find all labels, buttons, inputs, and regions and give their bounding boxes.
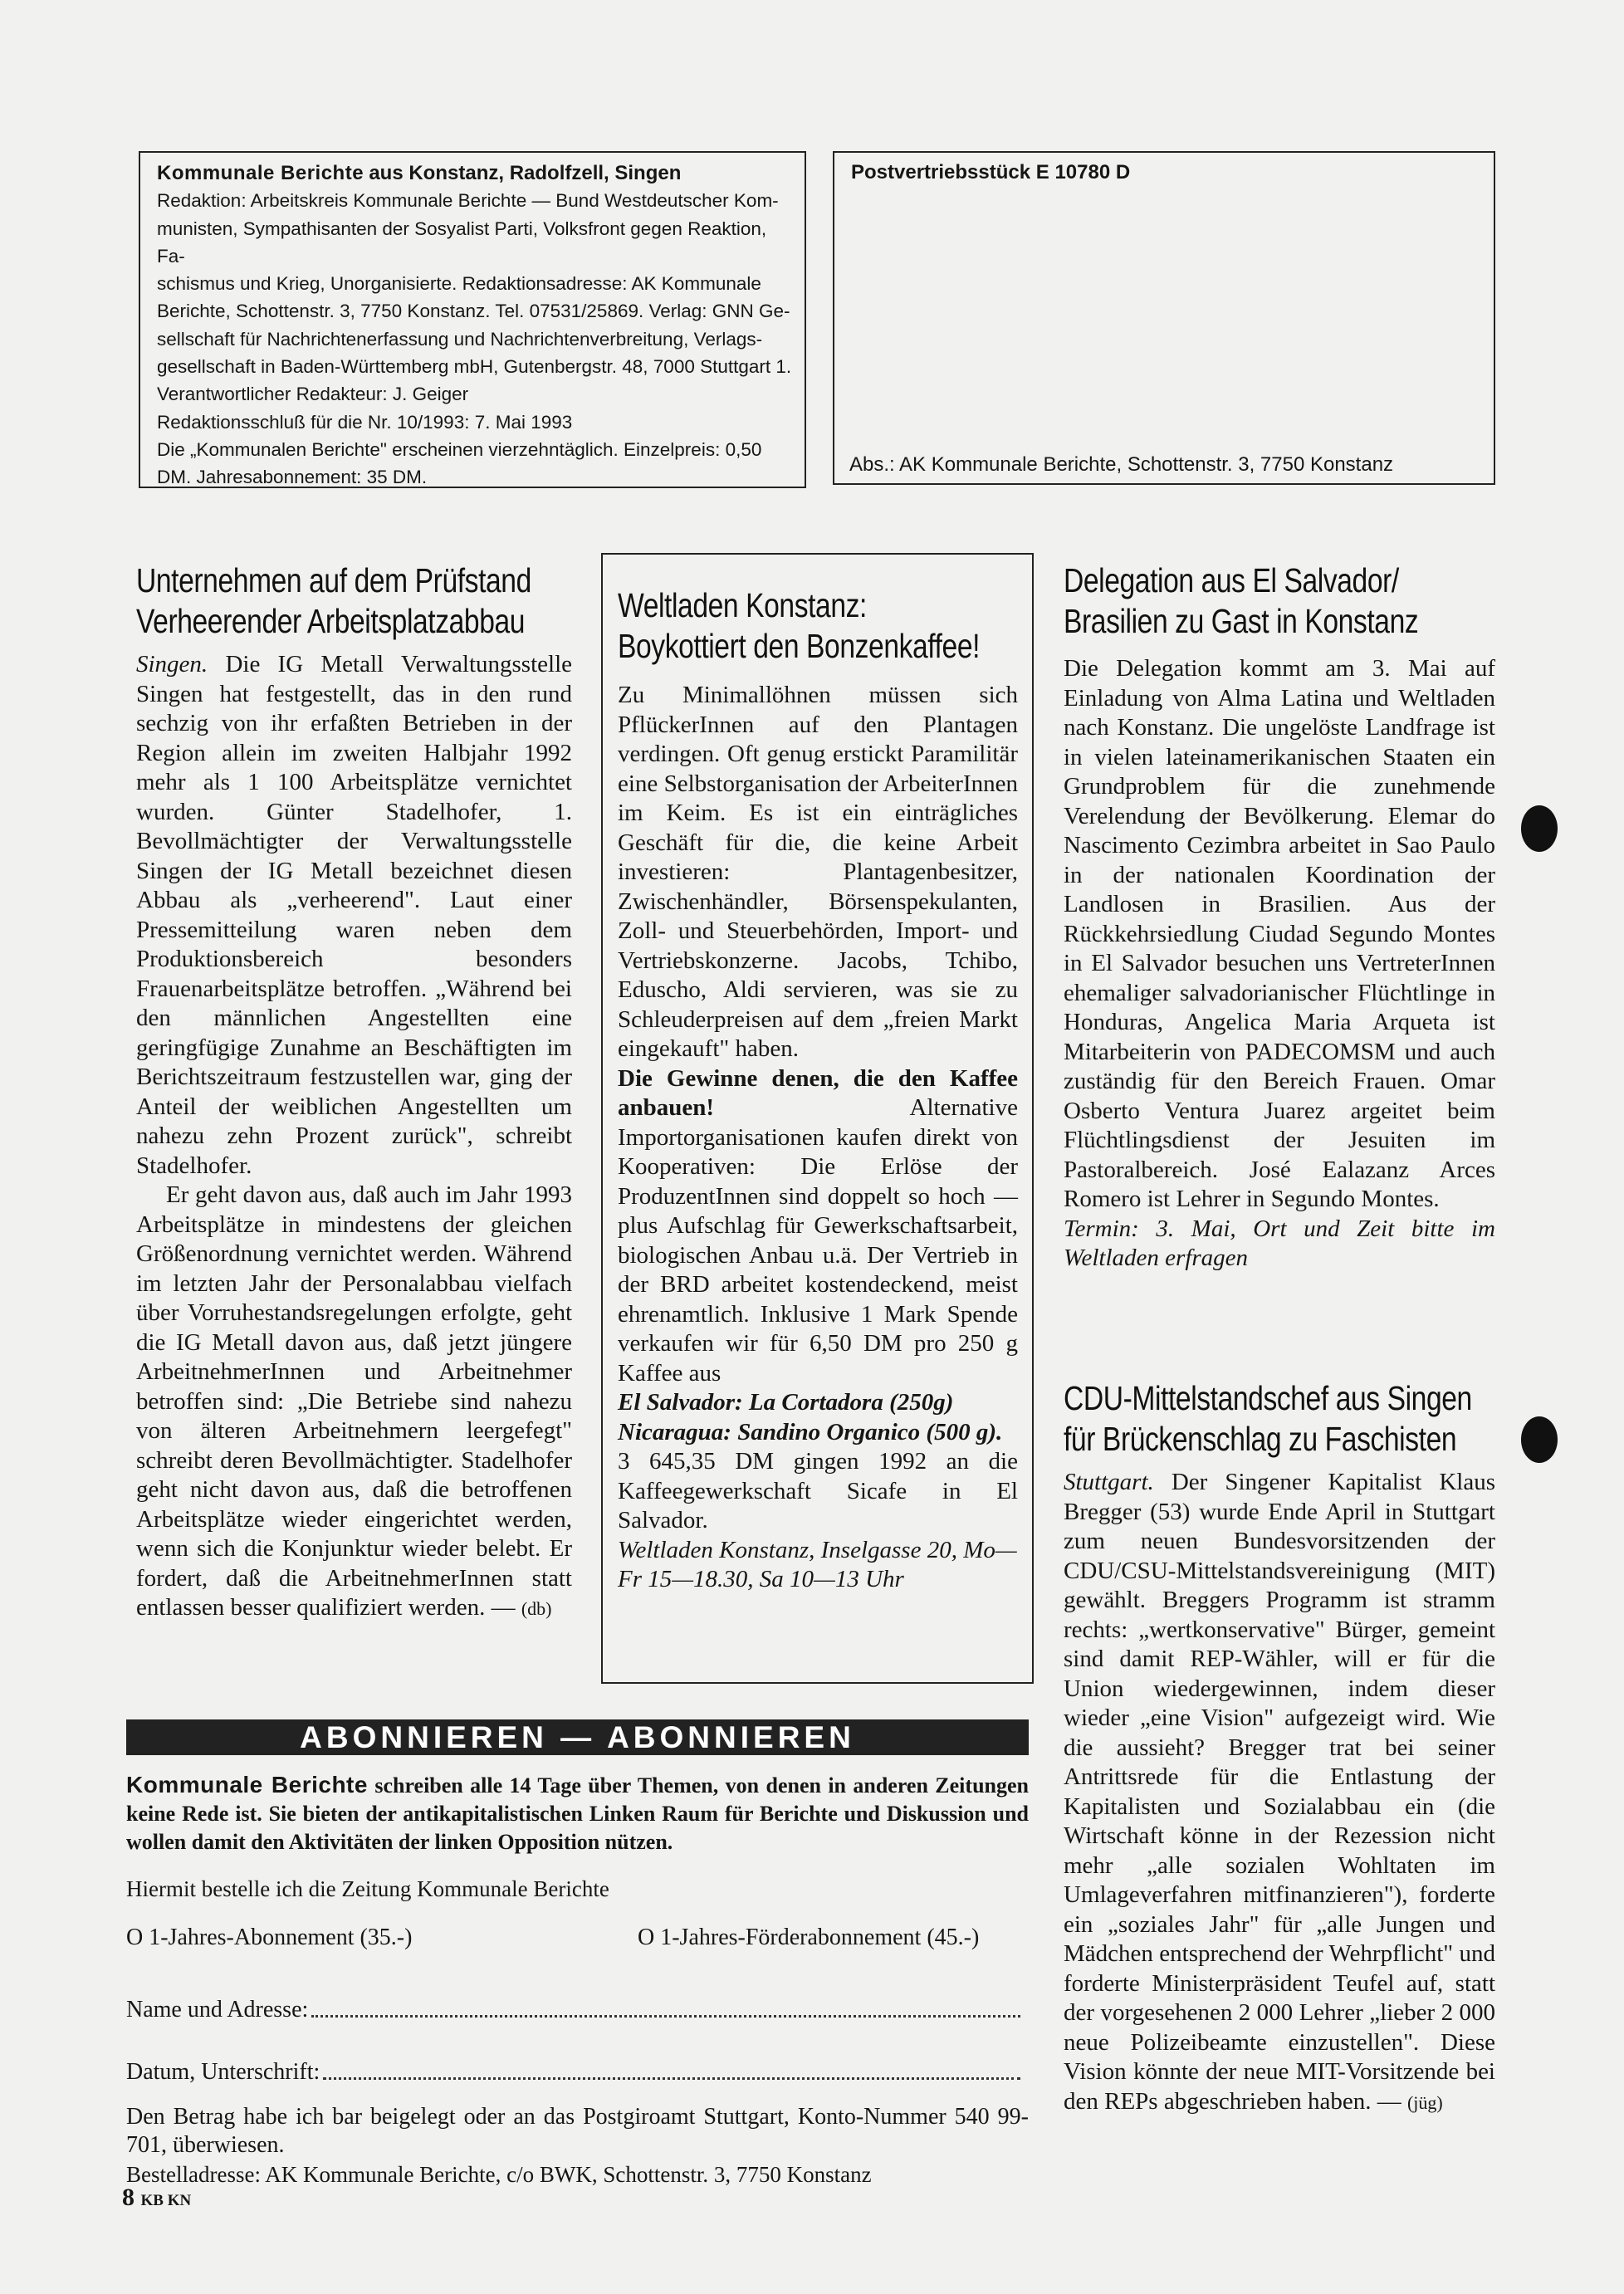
author-signature: (db): [521, 1598, 552, 1619]
dateline: Stuttgart.: [1064, 1469, 1154, 1495]
brand-name: Kommunale Berichte: [126, 1772, 368, 1798]
shop-address: Weltladen Konstanz, Inselgasse 20, Mo—Fr 15—18.30, Sa 10—13 Uhr: [618, 1536, 1017, 1592]
article-paragraph: [136, 650, 572, 1181]
page-footer: [122, 2184, 191, 2212]
dateline: Singen.: [136, 651, 208, 677]
article-subheadline: Verheerender Arbeitsplatzabbau: [136, 602, 526, 640]
subscribe-banner: ABONNIEREN — ABONNIEREN: [126, 1719, 1029, 1755]
masthead-box: [139, 151, 806, 488]
article-cdu: [1064, 1378, 1495, 2117]
date-label: Datum, Unterschrift:: [126, 2059, 320, 2085]
imprint-line: gesellschaft in Baden-Württemberg mbH, Gutenbergstr. 48, 7000 Stuttgart 1.: [157, 356, 792, 378]
imprint-line: schismus und Krieg, Unorganisierte. Redaktionsadresse: AK Kommunale: [157, 273, 761, 295]
article-text: Alternative Importorganisationen kaufen direkt von Kooperativen: Die Erlöse der ProduzentInnen sind doppelt so hoch — plus Aufschlag für Gewerkschaftsarbeit, biologischen Anbau u.ä. Der Vertrieb in der BRD arbeitet kostendeckend, meist ehrenamtlich. Inklusive 1 Mark Spende verkaufen wir für 6,50 DM pro 250 g Kaffee aus: [618, 1094, 1018, 1387]
subscribe-text: schreiben alle 14 Tage über Themen, von denen in anderen Zeitungen keine Rede ist. Sie bieten der antikapitalistischen Linken Raum für Berichte und Diskussion und wollen damit den Aktivitäten der linken Opposition nützen.: [126, 1773, 1029, 1854]
article-text: 3 645,35 DM gingen 1992 an die Kaffeegewerkschaft Sicafe in El Salvador.: [618, 1448, 1018, 1533]
article-subheadline: für Brückenschlag zu Faschisten: [1064, 1420, 1457, 1458]
article-headline: Delegation aus El Salvador/: [1064, 561, 1399, 599]
option-supporter[interactable]: O 1-Jahres-Förderabonnement (45.-): [638, 1925, 980, 1950]
imprint-line: Verantwortlicher Redakteur: J. Geiger: [157, 384, 469, 405]
article-paragraph: [136, 1181, 572, 1624]
article-weltladen: [618, 585, 1018, 1595]
article-text: Die Delegation kommt am 3. Mai auf Einladung von Alma Latina und Weltladen nach Konstanz. Die ungelöste Landfrage ist in vielen lateinamerikanischen Staaten ein Grundproblem für die zunehmende Verelendung der Bevölkerung. Elemar do Nascimento Cezimbra arbeitet in Sao Paulo in der nationalen Koordination der Landlosen in Brasilien. Aus der Rückkehrsiedlung Ciudad Segundo Montes in El Salvador besuchen uns VertreterInnen ehemaliger salvadorianischer Flüchtlinge in Honduras, Angelica Maria Arqueta ist Mitarbeiterin von PADECOMSM und auch zuständig für den Bereich Frauen. Omar Osberto Ventura Juarez argeitet beim Flüchtlingsdienst der Jesuiten im Pastoralbereich. José Ealazanz Arces Romero ist Lehrer in Segundo Montes.: [1064, 655, 1495, 1212]
coffee-item: El Salvador: La Cortadora (250g): [618, 1389, 954, 1416]
name-label: Name und Adresse:: [126, 1997, 309, 2023]
article-paragraph: [1064, 1468, 1495, 2117]
article-subheadline: Brasilien zu Gast in Konstanz: [1064, 602, 1419, 640]
article-unternehmen: [136, 560, 572, 1624]
imprint-line: Redaktion: Arbeitskreis Kommunale Berichte — Bund Westdeutscher Kom-: [157, 190, 779, 212]
imprint-line: Berichte, Schottenstr. 3, 7750 Konstanz. Tel. 07531/25869. Verlag: GNN Ge-: [157, 301, 790, 322]
masthead-title: [157, 159, 792, 187]
imprint-line: sellschaft für Nachrichtenerfassung und Nachrichtenverbreitung, Verlags-: [157, 328, 763, 350]
brand-name: Kommunale Berichte: [157, 162, 364, 184]
order-address: Bestelladresse: AK Kommunale Berichte, c/o BWK, Schottenstr. 3, 7750 Konstanz: [126, 2162, 872, 2187]
masthead-imprint: [157, 187, 792, 491]
article-delegation: [1064, 560, 1495, 1274]
imprint-line: Redaktionsschluß für die Nr. 10/1993: 7. Mai 1993: [157, 411, 573, 433]
article-text: Die IG Metall Verwaltungsstelle Singen hat festgestellt, das in den rund sechzig von ihr erfaßten Betrieben in der Region allein im zweiten Halbjahr 1992 mehr als 1 100 Arbeitsplätze vernichtet wurden. Günter Stadelhofer, 1. Bevollmächtigter der Verwaltungsstelle Singen der IG Metall bezeichnet diesen Abbau als „verheerend". Laut einer Pressemitteilung waren neben dem Produktionsbereich besonders Frauenarbeitsplätze betroffen. „Während bei den männlichen Angestellten eine geringfügige Zunahme an Beschäftigten im Berichtszeitraum festzustellen war, ging der Anteil der weiblichen Angestellten um nahezu zehn Prozent zurück", schreibt Stadelhofer.: [136, 651, 572, 1179]
sender-address: Abs.: AK Kommunale Berichte, Schottenstr. 3, 7750 Konstanz: [849, 453, 1394, 476]
article-subheadline: Boykottiert den Bonzenkaffee!: [618, 627, 981, 665]
article-headline: CDU-Mittelstandschef aus Singen: [1064, 1379, 1472, 1417]
imprint-line: munisten, Sympathisanten der Sosyalist Parti, Volksfront gegen Reaktion, Fa-: [157, 218, 767, 267]
imprint-line: DM. Jahresabonnement: 35 DM.: [157, 467, 428, 488]
event-termin: Termin: 3. Mai, Ort und Zeit bitte im Weltladen erfragen: [1064, 1215, 1495, 1271]
postvertrieb-label: Postvertriebsstück E 10780 D: [851, 161, 1131, 183]
imprint-line: Die „Kommunalen Berichte" erscheinen vierzehntäglich. Einzelpreis: 0,50: [157, 438, 762, 460]
article-paragraph: [618, 1064, 1018, 1389]
name-field[interactable]: [126, 1997, 1029, 2023]
issue-code: KB KN: [140, 2192, 192, 2209]
article-bold-lead: Die Gewinne denen, die den Kaffee anbauen!: [618, 1064, 1018, 1121]
page-number: 8: [122, 2184, 135, 2211]
brand-locations: aus Konstanz, Radolfzell, Singen: [369, 162, 682, 184]
article-text: Er geht davon aus, daß auch im Jahr 1993 Arbeitsplätze in mindestens der gleichen Größenordnung vernichtet werden. Während im letzten Jahr der Personalabbau vielfach über Vorruhestandsregelungen erfolgte, geht die IG Metall davon aus, daß jetzt jüngere ArbeitnehmerInnen und Arbeitnehmer betroffen sind: „Die Betriebe sind nahezu von älteren Arbeitnehmern leergefegt" schreibt deren Bevollmächtigter. Stadelhofer geht nicht davon aus, daß die betroffenen Arbeitsplätze wieder eingerichtet werden, wenn sich die Konjunktur wieder belebt. Er fordert, daß die ArbeitnehmerInnen statt entlassen besser qualifiziert werden. —: [136, 1181, 572, 1621]
article-text: Zu Minimallöhnen müssen sich PflückerInnen auf den Plantagen verdingen. Oft genug erstickt Paramilitär eine Selbstorganisation der ArbeiterInnen im Keim. Es ist ein einträgliches Geschäft für die, die keine Arbeit investieren: Plantagenbesitzer, Zwischenhändler, Börsenspekulanten, Zoll- und Steuerbehörden, Import- und Vertriebskonzerne. Jacobs, Tchibo, Eduscho, Aldi servieren, was sie zu Schleuderpreisen auf dem „freien Markt eingekauft" haben.: [618, 682, 1018, 1062]
article-headline: Unternehmen auf dem Prüfstand: [136, 561, 531, 599]
coffee-item: Nicaragua: Sandino Organico (500 g).: [618, 1418, 1003, 1445]
punch-hole: [1521, 1416, 1558, 1463]
article-text: Der Singener Kapitalist Klaus Bregger (53) wurde Ende April in Stuttgart zum neuen Bundesvorsitzenden der CDU/CSU-Mittelstandsvereinigung (MIT) gewählt. Breggers Programm ist stramm rechts: „wertkonservative" Bürger, gemeint sind damit REP-Wähler, will er für die Union wiedergewinnen, indem dieser wieder „eine Vision" aufgezeigt wird. Wie die aussieht? Bregger trat bei seiner Antrittsrede für die Entlastung der Kapitalisten und Sozialabbau ein (die Wirtschaft könne in der Rezession nicht mehr „alle sozialen Wohltaten im Umlageverfahren mitfinanzieren"), forderte ein „soziales Jahr" für „alle Jungen und Mädchen entsprechend der Wehrpflicht" und forderte Ministerpräsident Teufel auf, statt der vorgesehenen 2 000 Lehrer „lieber 2 000 neue Polizeibeamte einzustellen". Diese Vision könnte der neue MIT-Vorsitzende bei den REPs abgeschrieben haben. —: [1064, 1469, 1495, 2115]
order-line: Hiermit bestelle ich die Zeitung Kommunale Berichte: [126, 1876, 609, 1901]
author-signature: (jüg): [1406, 2091, 1443, 2113]
option-annual[interactable]: O 1-Jahres-Abonnement (35.-): [126, 1925, 413, 1950]
punch-hole: [1521, 805, 1558, 852]
subscribe-intro: [126, 1771, 1029, 1856]
postal-box: [833, 151, 1495, 485]
signature-field[interactable]: [126, 2059, 1029, 2086]
article-headline: Weltladen Konstanz:: [618, 586, 867, 624]
payment-note: Den Betrag habe ich bar beigelegt oder an das Postgiroamt Stuttgart, Konto-Nummer 540 99-701, überwiesen.: [126, 2104, 1029, 2158]
